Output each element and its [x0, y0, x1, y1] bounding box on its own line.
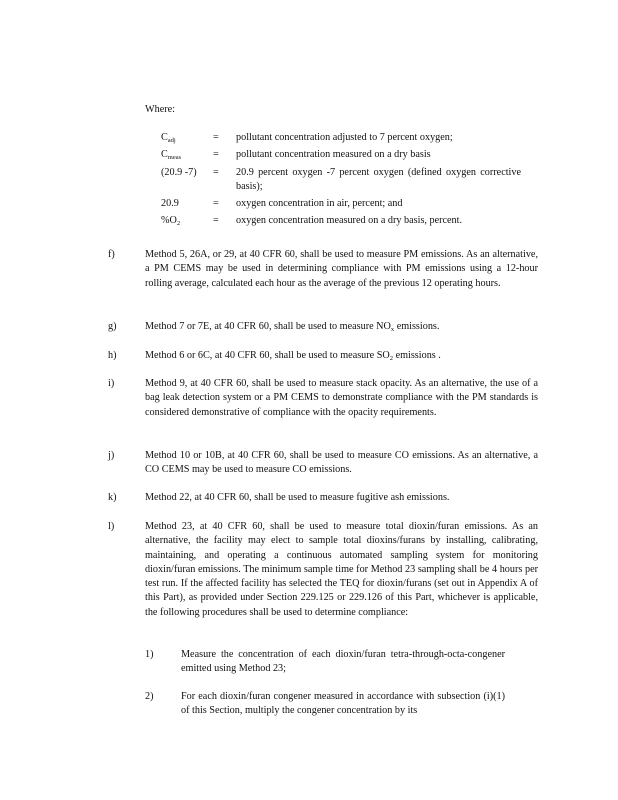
definition-text: pollutant concentration measured on a dry basis: [236, 149, 431, 161]
definition-row: [161, 166, 521, 195]
item-text: Method 7 or 7E, at 40 CFR 60, shall be used to measure $NO_x$ emissions.: [145, 321, 440, 333]
item-text: Method 22, at 40 CFR 60, shall be used to measure fugitive ash emissions.: [145, 492, 450, 503]
item-text: Measure the concentration of each dioxin/furan tetra-through-octa-congener emitted using Method 23;: [181, 649, 505, 675]
where-label: Where:: [145, 104, 175, 115]
item-label: f): [108, 249, 115, 260]
item-text: Method 9, at 40 CFR 60, shall be used to measure stack opacity. As an alternative, the use of a bag leak detection system or a PM CEMS to demonstrate compliance with the PM standards is considered demonstrative of compliance with the opacity requirements.: [145, 378, 538, 418]
item-label: k): [108, 492, 117, 503]
definition-row: [161, 131, 521, 145]
equals-sign: =: [213, 215, 219, 227]
item-label: g): [108, 321, 117, 332]
definition-text: oxygen concentration in air, percent; and: [236, 198, 403, 210]
item-label: i): [108, 378, 115, 389]
definition-symbol: (20.9 -7): [161, 166, 197, 178]
item-text: For each dioxin/furan congener measured in accordance with subsection (i)(1) of this Section, multiply the congener concentration by its: [181, 691, 505, 717]
equals-sign: =: [213, 198, 219, 210]
definitions-list: [161, 131, 521, 232]
definition-symbol: 20.9: [161, 198, 179, 210]
equals-sign: =: [213, 166, 219, 178]
item-label: 2): [145, 691, 154, 702]
definition-row: [161, 214, 521, 228]
definition-row: [161, 148, 521, 162]
definition-symbol: $C_{meas}$: [161, 149, 182, 162]
definition-symbol: $C_{adj}$: [161, 132, 176, 144]
item-label: j): [108, 450, 115, 461]
item-label: l): [108, 521, 115, 532]
item-label: 1): [145, 649, 154, 660]
item-text: Method 10 or 10B, at 40 CFR 60, shall be used to measure CO emissions. As an alternative, a CO CEMS may be used to measure CO emissions.: [145, 450, 538, 476]
equals-sign: =: [213, 149, 219, 161]
definition-text: oxygen concentration measured on a dry basis, percent.: [236, 215, 463, 227]
definition-text: 20.9 percent oxygen -7 percent oxygen (defined oxygen corrective basis);: [236, 166, 521, 192]
definition-row: [161, 197, 521, 211]
item-text: Method 23, at 40 CFR 60, shall be used to measure total dioxin/furan emissions. As an alternative, the facility may elect to sample total dioxins/furans by installing, calibrating, maintaining, and operating a continuous automated sampling system for monitoring dioxin/furan emissions. The minimum sample time for Method 23 sampling shall be 4 hours per test run. If the affected facility has selected the TEQ for dioxin/furans (set out in Appendix A of this Part), as provided under Section 229.125 or 229.126 of this Part, whichever is applicable, the following procedures shall be used to determine compliance:: [145, 521, 538, 618]
item-text: Method 5, 26A, or 29, at 40 CFR 60, shall be used to measure PM emissions. As an alternative, a PM CEMS may be used in determining compliance with PM emissions using a 12-hour rolling average, calculated each hour as the average of the previous 12 operating hours.: [145, 249, 538, 289]
item-text: Method 6 or 6C, at 40 CFR 60, shall be used to measure $SO_2$ emissions .: [145, 350, 441, 362]
equals-sign: =: [213, 132, 219, 143]
definition-text: pollutant concentration adjusted to 7 percent oxygen;: [236, 132, 453, 143]
item-label: h): [108, 350, 117, 361]
definition-symbol: $\%O_2$: [161, 215, 181, 228]
